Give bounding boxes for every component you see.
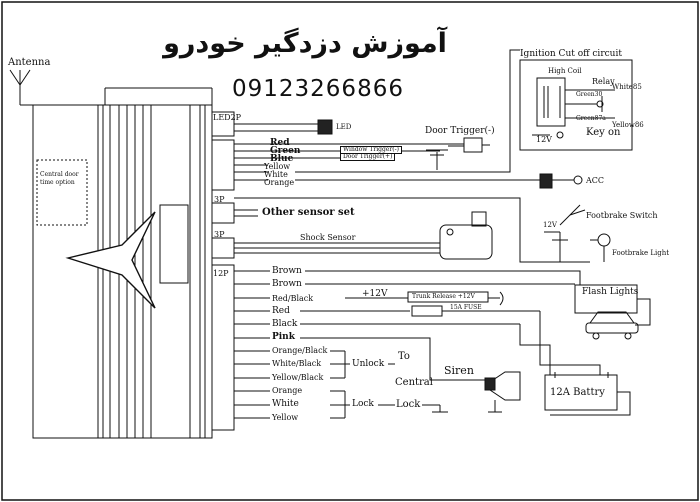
wire-white-12p: White [272, 399, 299, 409]
wire-blue: Blue [270, 154, 294, 164]
window-trigger-label: Window Trigger(-) [340, 146, 402, 154]
central-label: Central [395, 377, 433, 388]
green87a-label: Green87a [576, 115, 606, 122]
fuse-label: 15A FUSE [450, 304, 482, 311]
alarm-module [33, 88, 212, 438]
white85-label: White85 [612, 83, 642, 91]
wire-brown-2: Brown [272, 279, 302, 289]
yellow86-label: Yellow86 [612, 121, 644, 129]
wire-red-black: Red/Black [272, 294, 314, 303]
wire-black: Black [272, 319, 298, 329]
module-label-2: time option [40, 179, 75, 186]
acc-switch [540, 174, 582, 188]
shock-sensor-label: Shock Sensor [300, 233, 356, 242]
connector-12p-label: 12P [213, 269, 229, 278]
key-on-label: Key on [586, 127, 621, 138]
unlock-label: Unlock [352, 359, 385, 369]
to-label: To [398, 351, 410, 362]
wire-red-12p: Red [272, 306, 290, 316]
door-trigger-neg-switch [426, 138, 490, 170]
module-label-1: Central door [40, 171, 79, 178]
wire-yellow-12p: Yellow [272, 413, 299, 422]
footbrake-switch [544, 205, 585, 262]
ignition-12v-label: 12V [536, 135, 552, 144]
wire-pink: Pink [272, 332, 295, 342]
wire-red: Red [270, 138, 290, 148]
antenna-symbol [10, 70, 33, 105]
lock-label-1: Lock [352, 399, 374, 409]
phone-number: 09123266866 [232, 76, 404, 102]
relay-label: Relay [592, 77, 615, 86]
connector-3p-b [212, 238, 234, 258]
wire-yellow: Yellow [264, 162, 291, 171]
connector-12p [212, 265, 234, 430]
wire-orange: Orange [264, 178, 295, 187]
battery-label: 12A Battry [550, 387, 605, 398]
car-icon [586, 312, 638, 339]
door-trigger-pos-label: Door Trigger(+) [340, 153, 395, 161]
lock-label-2: Lock [396, 399, 421, 410]
other-sensor-label: Other sensor set [262, 207, 355, 218]
connector-3p-a [212, 203, 234, 223]
footbrake-switch-label: Footbrake Switch [586, 211, 658, 220]
connector-3p-a-label: 3P [214, 195, 225, 204]
footbrake-light [598, 234, 610, 246]
wire-green: Green [270, 146, 301, 156]
siren-label: Siren [444, 364, 474, 377]
connector-led2p-label: LED2P [213, 113, 242, 122]
plus12v-label: +12V [362, 289, 388, 299]
siren-icon [485, 372, 520, 412]
wire-orange-black: Orange/Black [272, 346, 328, 355]
footbrake-12v-label: 12V [543, 221, 557, 229]
trunk-release-label: Trunk Release +12V [412, 293, 475, 300]
green30-label: Green30 [576, 91, 603, 98]
wire-brown-1: Brown [272, 266, 302, 276]
wire-orange-12p: Orange [272, 386, 303, 395]
connector-6pin [212, 140, 234, 190]
high-coil-label: High Coil [548, 67, 582, 75]
flash-lights-label: Flash Lights [582, 287, 639, 297]
door-trigger-neg-label: Door Trigger(-) [425, 126, 495, 136]
footbrake-light-label: Footbrake Light [612, 249, 670, 257]
wire-white: White [264, 170, 288, 179]
antenna-label: Antenna [8, 57, 51, 68]
connector-3p-b-label: 3P [214, 230, 225, 239]
wire-yellow-black: Yellow/Black [272, 373, 324, 382]
acc-label: ACC [586, 176, 605, 185]
led-label: LED [336, 123, 352, 131]
wire-white-black: White/Black [272, 359, 322, 368]
ignition-title: Ignition Cut off circuit [520, 49, 622, 59]
page-title: آموزش دزدگیر خودرو [163, 28, 447, 59]
